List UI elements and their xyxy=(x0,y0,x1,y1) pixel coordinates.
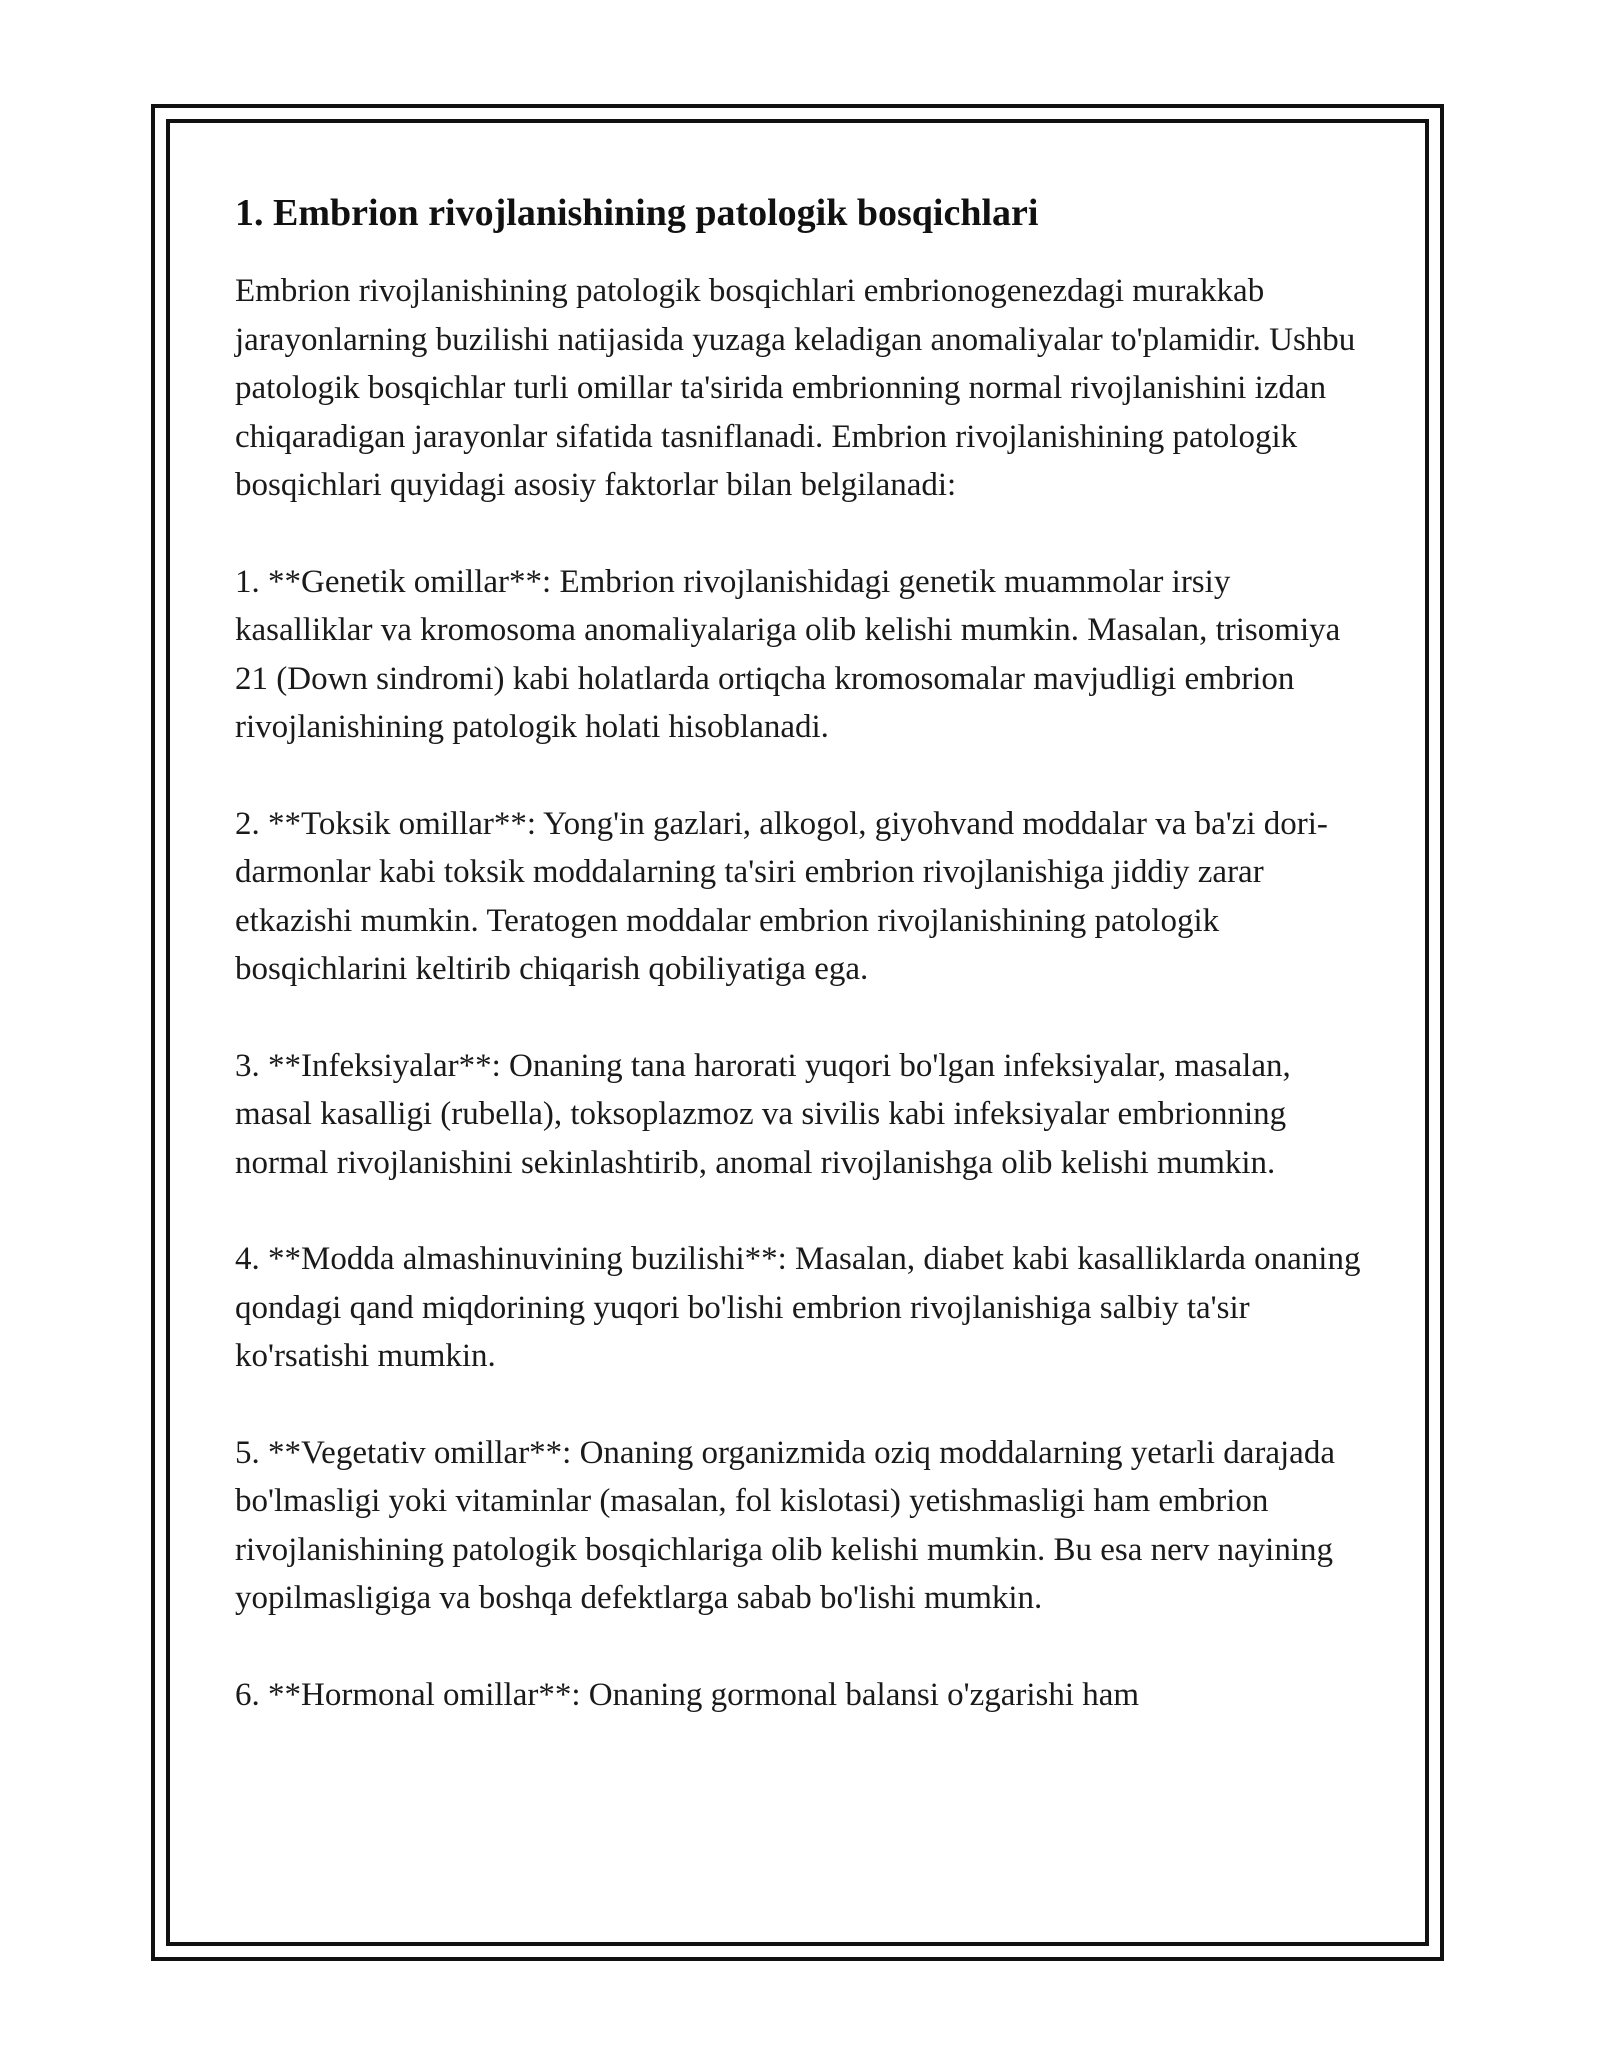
list-item-metabolic-disorders: 4. **Modda almashinuvining buzilishi**: Masalan, diabet kabi kasalliklarda onaning qondagi qand miqdorining yuqori bo'lishi embrion rivojlanishiga salbiy ta'sir ko'rsatishi mumkin. xyxy=(235,1241,1361,1374)
list-item-vegetative-factors: 5. **Vegetativ omillar**: Onaning organizmida oziq moddalarning yetarli darajada bo'lmasligi yoki vitaminlar (masalan, fol kislotasi) yetishmasligi ham embrion rivojlanishining patologik bosqichlariga olib kelishi mumkin. Bu esa nerv nayining yopilmasligiga va boshqa defektlarga sabab bo'lishi mumkin. xyxy=(235,1434,1335,1616)
list-item-genetic-factors: 1. **Genetik omillar**: Embrion rivojlanishidagi genetik muammolar irsiy kasalliklar va kromosoma anomaliyalariga olib kelishi mumkin. Masalan, trisomiya 21 (Down sindromi) kabi holatlarda ortiqcha kromosomalar mavjudligi embrion rivojlanishining patologik holati hisoblanadi. xyxy=(235,563,1341,745)
list-item-infections: 3. **Infeksiyalar**: Onaning tana harorati yuqori bo'lgan infeksiyalar, masalan, masal kasalligi (rubella), toksoplazmoz va sivilis kabi infeksiyalar embrionning normal rivojlanishini sekinlashtirib, anomal rivojlanishga olib kelishi mumkin. xyxy=(235,1047,1291,1181)
section-heading: 1. Embrion rivojlanishining patologik bosqichlari xyxy=(235,192,1039,234)
list-item-toxic-factors: 2. **Toksik omillar**: Yong'in gazlari, alkogol, giyohvand moddalar va ba'zi dori-darmonlar kabi toksik moddalarning ta'siri embrion rivojlanishiga jiddiy zarar etkazishi mumkin. Teratogen moddalar embrion rivojlanishining patologik bosqichlarini keltirib chiqarish qobiliyatiga ega. xyxy=(235,805,1328,987)
document-body xyxy=(235,185,1375,1719)
list-item-hormonal-factors: 6. **Hormonal omillar**: Onaning gormonal balansi o'zgarishi ham xyxy=(235,1676,1140,1713)
intro-paragraph: Embrion rivojlanishining patologik bosqichlari embrionogenezdagi murakkab jarayonlarning buzilishi natijasida yuzaga keladigan anomaliyalar to'plamidir. Ushbu patologik bosqichlar turli omillar ta'sirida embrionning normal rivojlanishini izdan chiqaradigan jarayonlar sifatida tasniflanadi. Embrion rivojlanishining patologik bosqichlari quyidagi asosiy faktorlar bilan belgilanadi: xyxy=(235,273,1356,503)
